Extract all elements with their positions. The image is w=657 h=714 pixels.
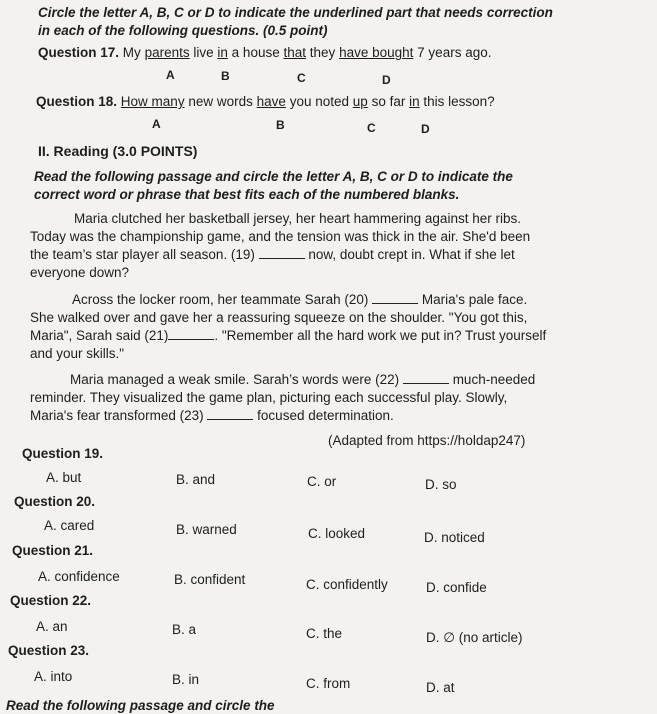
q18-letter-d: D [421, 122, 430, 136]
q18-text-4: this lesson? [423, 94, 495, 109]
q23-option-c[interactable]: C. from [306, 676, 351, 691]
q17-letter-c: C [297, 71, 306, 85]
q20-option-a[interactable]: A. cared [44, 518, 95, 533]
reading-instruction-1: Read the following passage and circle the letter A, B, C or D to indicate the [34, 169, 513, 184]
passage-line: Maria clutched her basketball jersey, her heart hammering against her ribs. [74, 211, 521, 226]
passage-line: everyone down? [30, 265, 130, 280]
passage-text: Maria's fear transformed (23) [30, 408, 204, 423]
q17-text-3: a house [231, 45, 280, 60]
q19-option-a[interactable]: A. but [46, 470, 82, 485]
question-17 [38, 44, 491, 61]
passage-text: Across the locker room, her teammate Sarah (20) [72, 292, 369, 307]
question-17-label: Question 17. [38, 45, 120, 60]
passage-text: now, doubt crept in. What if she let [308, 247, 515, 262]
question-18-label: Question 18. [36, 94, 118, 109]
q17-text-4: they [309, 45, 336, 60]
q20-option-d[interactable]: D. noticed [424, 530, 485, 545]
question-22-label: Question 22. [10, 593, 92, 608]
q23-option-a[interactable]: A. into [34, 669, 73, 684]
passage-line [70, 371, 535, 388]
reading-instruction-2: correct word or phrase that best fits each of the numbered blanks. [34, 187, 460, 202]
q18-text-2: you noted [289, 94, 349, 109]
passage-text: Maria's pale face. [421, 292, 528, 307]
passage-line [72, 291, 527, 308]
q19-option-b[interactable]: B. and [176, 472, 216, 487]
q17-letter-d: D [382, 73, 391, 87]
passage-text: the team’s star player all season. (19) [30, 247, 255, 262]
passage-line [30, 246, 515, 263]
q20-option-b[interactable]: B. warned [176, 522, 237, 537]
q18-letter-c: C [367, 121, 376, 135]
passage-line: reminder. They visualized the game plan, picturing each successful play. Slowly, [30, 390, 508, 405]
q18-underlined-b[interactable]: have [256, 94, 286, 109]
q18-underlined-a[interactable]: How many [120, 94, 185, 109]
q17-letter-b: B [221, 69, 230, 83]
q18-letter-a: A [152, 117, 161, 131]
q19-option-d[interactable]: D. so [425, 477, 457, 492]
q17-underlined-c[interactable]: that [283, 45, 307, 60]
q22-option-c[interactable]: C. the [306, 626, 343, 641]
question-21-label: Question 21. [12, 543, 94, 558]
q21-option-d[interactable]: D. confide [426, 580, 487, 595]
passage-line: She walked over and gave her a reassuring squeeze on the shoulder. "You got this, [30, 310, 528, 325]
passage-text: much-needed [452, 372, 536, 387]
q18-text-1: new words [188, 94, 253, 109]
next-instruction-cutoff: Read the following passage and circle the [6, 698, 275, 713]
q17-letter-a: A [166, 68, 175, 82]
q18-underlined-c[interactable]: up [352, 94, 368, 109]
q21-option-c[interactable]: C. confidently [306, 577, 388, 592]
q22-option-a[interactable]: A. an [36, 619, 68, 634]
question-18 [36, 93, 495, 110]
passage-line [30, 327, 546, 344]
q17-underlined-d[interactable]: have bought [339, 45, 414, 60]
passage-text: Maria", Sarah said (21) [30, 328, 169, 343]
passage-line [30, 407, 394, 424]
q19-option-c[interactable]: C. or [307, 474, 337, 489]
section-heading-reading: II. Reading (3.0 POINTS) [38, 143, 198, 159]
passage-line: and your skills." [30, 346, 125, 361]
q21-option-a[interactable]: A. confidence [38, 569, 120, 584]
q17-text-2: live [193, 45, 214, 60]
passage-text: focused determination. [257, 408, 394, 423]
blank-20[interactable] [372, 291, 418, 304]
blank-22[interactable] [403, 371, 449, 384]
q18-letter-b: B [276, 118, 285, 132]
q17-underlined-b[interactable]: in [217, 45, 228, 60]
blank-19[interactable] [259, 246, 305, 259]
q21-option-b[interactable]: B. confident [174, 572, 246, 587]
blank-21[interactable] [168, 327, 214, 340]
passage-source: (Adapted from https://holdap247) [328, 433, 526, 448]
passage-line: Today was the championship game, and the tension was thick in the air. She'd been [30, 229, 531, 244]
q17-underlined-a[interactable]: parents [144, 45, 190, 60]
q18-underlined-d[interactable]: in [409, 94, 420, 109]
q18-text-3: so far [371, 94, 406, 109]
instruction-line-2: in each of the following questions. (0.5 point) [38, 23, 328, 38]
q22-option-b[interactable]: B. a [172, 622, 197, 637]
question-20-label: Question 20. [14, 494, 96, 509]
q22-option-d[interactable]: D. ∅ (no article) [426, 630, 523, 645]
instruction-line-1: Circle the letter A, B, C or D to indicate the underlined part that needs correction [38, 5, 553, 20]
passage-text: Maria managed a weak smile. Sarah’s words were (22) [70, 372, 400, 387]
question-19-label: Question 19. [22, 446, 104, 461]
q17-text-1: My [122, 45, 141, 60]
q23-option-d[interactable]: D. at [426, 680, 455, 695]
question-23-label: Question 23. [8, 643, 90, 658]
blank-23[interactable] [207, 407, 253, 420]
q20-option-c[interactable]: C. looked [308, 526, 366, 541]
q17-text-5: 7 years ago. [417, 45, 492, 60]
passage-text: . "Remember all the hard work we put in? Trust yourself [214, 328, 547, 343]
q23-option-b[interactable]: B. in [172, 672, 200, 687]
